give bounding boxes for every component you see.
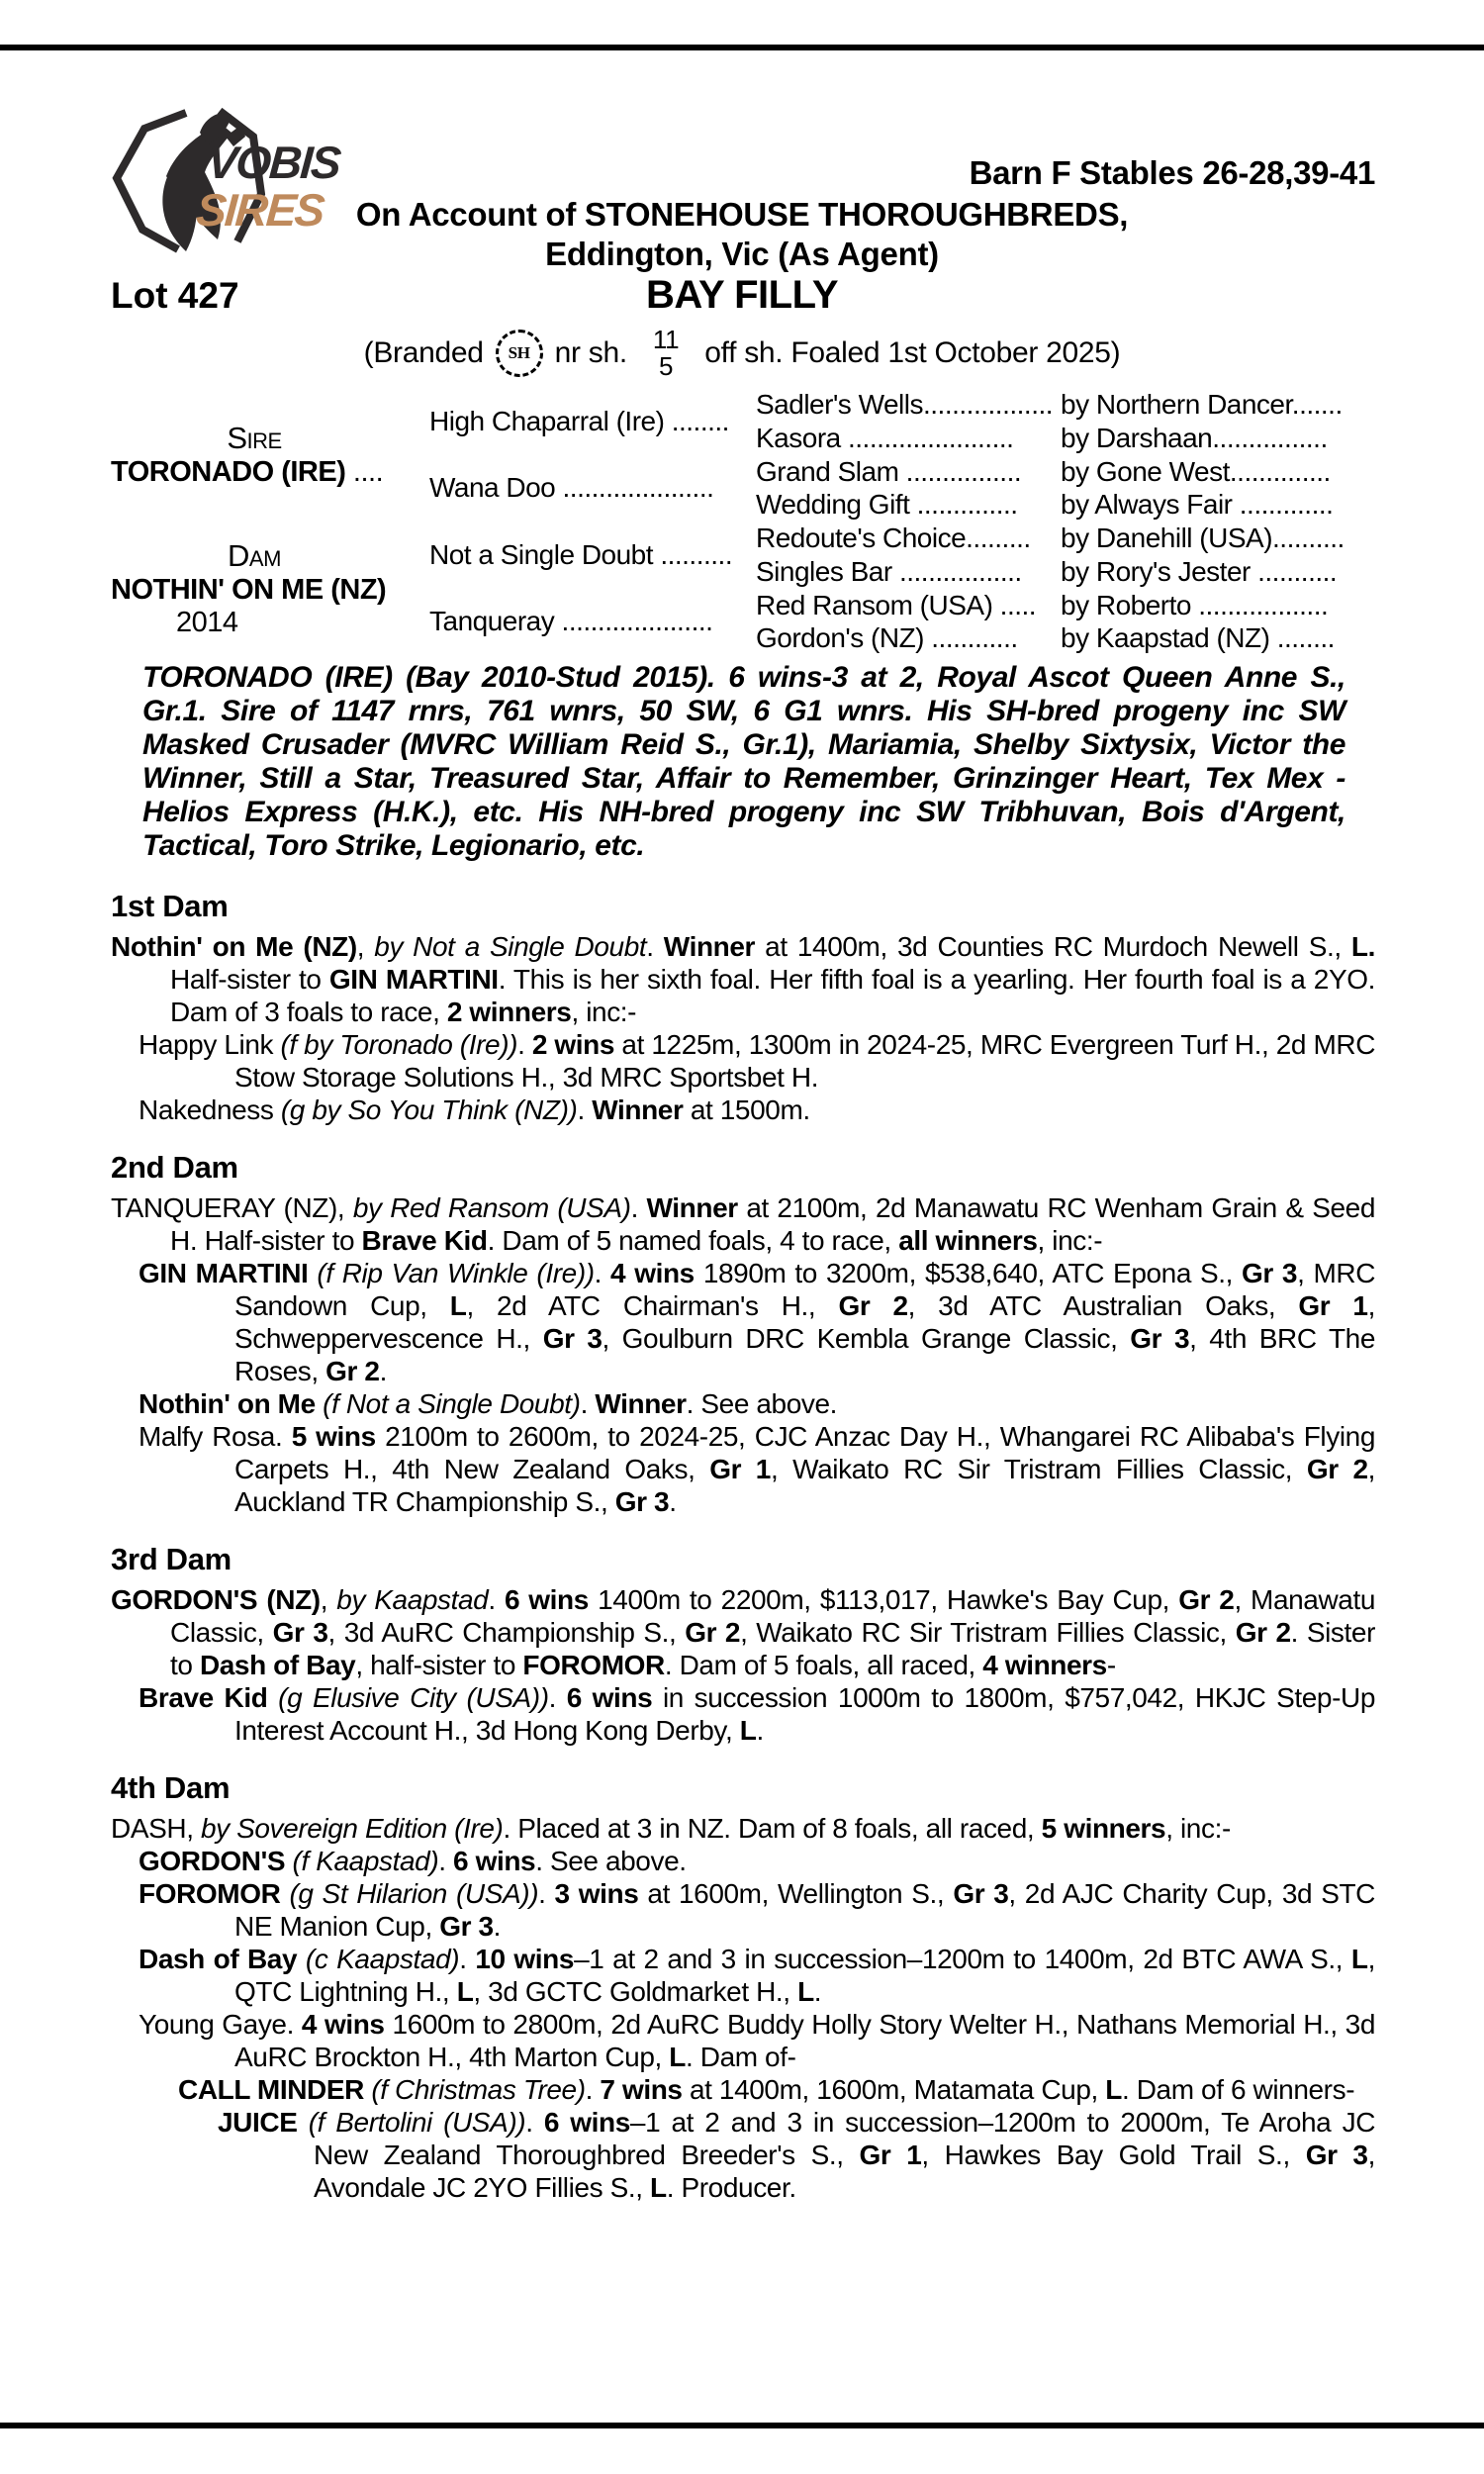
section-heading-2nd-dam: 2nd Dam: [111, 1150, 238, 1185]
great-granddaughter-paragraph: JUICE (f Bertolini (USA)). 6 wins–1 at 2 and 3 in succession–1200m to 2000m, Te Aroha JC New Zealand Thoroughbred Breeder's S., Gr 1, Hawkes Bay Gold Trail S., Gr 3, Avondale JC 2YO Fillies S., L. Producer.: [218, 2107, 1376, 2203]
dam-paragraph: Nothin' on Me (NZ), by Not a Single Doubt. Winner at 1400m, 3d Counties RC Murdoch Newell S., L. Half-sister to GIN MARTINI. This is her sixth foal. Her fifth foal is a yearling. Her fourth foal is a 2YO. Dam of 3 foals to race, 2 winners, inc:-: [111, 931, 1376, 1027]
pedigree-gen3-entry: Gordon's (NZ) ............: [756, 622, 1018, 654]
brand-line: [0, 319, 1484, 388]
pedigree-gen1-column: [111, 388, 429, 655]
brand-number-bottom: 5: [658, 351, 674, 381]
section-heading-3rd-dam: 3rd Dam: [111, 1542, 232, 1576]
logo-text-sires: SIRES: [194, 184, 325, 236]
granddaughter-paragraph: CALL MINDER (f Christmas Tree). 7 wins at 1400m, 1600m, Matamata Cup, L. Dam of 6 winners-: [178, 2074, 1355, 2105]
pedigree-gen2-entry: Tanqueray .....................: [429, 606, 713, 637]
dam-paragraph: TANQUERAY (NZ), by Red Ransom (USA). Winner at 2100m, 2d Manawatu RC Wenham Grain & Seed H. Half-sister to Brave Kid. Dam of 5 named foals, 4 to race, all winners, inc:-: [111, 1192, 1375, 1256]
pedigree-sire-cell: [111, 388, 429, 522]
pedigree-gen3-entry: Grand Slam ................: [756, 455, 1022, 487]
pedigree-gen2-column: [429, 388, 756, 655]
sire-name: [111, 456, 429, 489]
pedigree-gen4-entry: by Kaapstad (NZ) ........: [1061, 622, 1335, 654]
dam-paragraph: GORDON'S (NZ), by Kaapstad. 6 wins 1400m to 2200m, $113,017, Hawke's Bay Cup, Gr 2, Manawatu Classic, Gr 3, 3d AuRC Championship S., Gr 2, Waikato RC Sir Tristram Fillies Classic, Gr 2. Sister to Dash of Bay, half-sister to FOROMOR. Dam of 5 foals, all raced, 4 winners-: [111, 1584, 1376, 1680]
horse-description-title: BAY FILLY: [645, 273, 839, 317]
brand-prefix: (Branded: [363, 336, 484, 369]
foal-paragraph: Malfy Rosa. 5 wins 2100m to 2600m, to 2024-25, CJC Anzac Day H., Whangarei RC Alibaba's Flying Carpets H., 4th New Zealand Oaks, Gr 1, Waikato RC Sir Tristram Fillies Classic, Gr 2, Auckland TR Championship S., Gr 3.: [139, 1421, 1376, 1517]
vendor-account: On Account of STONEHOUSE THOROUGHBREDS,: [355, 196, 1129, 233]
sire-name-text: TORONADO (IRE): [111, 456, 346, 488]
pedigree-gen3-column: [756, 388, 1061, 655]
pedigree-gen3-entry: Sadler's Wells..................: [756, 389, 1054, 420]
sire-label: Sire: [227, 421, 282, 455]
dam-year: 2014: [176, 606, 238, 638]
pedigree-gen4-entry: by Rory's Jester ...........: [1061, 555, 1338, 587]
pedigree-gen3-entry: Singles Bar .................: [756, 555, 1022, 587]
vobis-sires-logo: [109, 103, 348, 257]
dam-label: Dam: [228, 537, 281, 573]
pedigree-table: [111, 388, 1375, 655]
foal-paragraph: Dash of Bay (c Kaapstad). 10 wins–1 at 2 and 3 in succession–1200m to 1400m, 2d BTC AWA S., L, QTC Lightning H., L, 3d GCTC Goldmarket H., L.: [139, 1944, 1375, 2007]
foal-paragraph: GORDON'S (f Kaapstad). 6 wins. See above.: [139, 1846, 687, 1876]
foal-paragraph: Happy Link (f by Toronado (Ire)). 2 wins at 1225m, 1300m in 2024-25, MRC Evergreen Turf H., 2d MRC Stow Storage Solutions H., 3d MRC Sportsbet H.: [139, 1029, 1376, 1093]
pedigree-gen4-column: [1061, 388, 1375, 655]
pedigree-gen4-entry: by Darshaan................: [1061, 422, 1328, 453]
pedigree-gen3-entry: Wedding Gift ..............: [756, 489, 1018, 521]
foal-paragraph: GIN MARTINI (f Rip Van Winkle (Ire)). 4 wins 1890m to 3200m, $538,640, ATC Epona S., Gr 3, MRC Sandown Cup, L, 2d ATC Chairman's H., Gr 2, 3d ATC Australian Oaks, Gr 1, Schweppervescence H., Gr 3, Goulburn DRC Kembla Grange Classic, Gr 3, 4th BRC The Roses, Gr 2.: [139, 1258, 1376, 1386]
top-rule: [0, 45, 1484, 50]
sire-summary-paragraph: TORONADO (IRE) (Bay 2010-Stud 2015). 6 wins-3 at 2, Royal Ascot Queen Anne S., Gr.1. Sire of 1147 rnrs, 761 wnrs, 50 SW, 6 G1 wnrs. His SH-bred progeny inc SW Masked Crusader (MVRC William Reid S., Gr.1), Mariamia, Shelby Sixtysix, Victor the Winner, Still a Star, Treasured Star, Affair to Remember, Grinzinger Heart, Tex Mex - Helios Express (H.K.), etc. His NH-bred progeny inc SW Tribhuvan, Bois d'Argent, Tactical, Toro Strike, Legionario, etc.: [142, 661, 1345, 862]
pedigree-gen2-entry: High Chaparral (Ire) ........: [429, 405, 729, 436]
pedigree-details: [111, 661, 1375, 2204]
section-heading-1st-dam: 1st Dam: [111, 889, 229, 923]
pedigree-gen4-entry: by Always Fair .............: [1061, 489, 1334, 521]
pedigree-gen4-entry: by Roberto ..................: [1061, 589, 1329, 620]
brand-number-top: 11: [652, 325, 680, 354]
shoulder-brand-icon: SH: [496, 330, 543, 377]
barn-info: Barn F Stables 26-28,39-41: [969, 154, 1375, 191]
pedigree-gen2-entry: Wana Doo .....................: [429, 472, 714, 504]
pedigree-gen3-entry: Redoute's Choice.........: [756, 523, 1031, 553]
pedigree-gen3-entry: Red Ransom (USA) .....: [756, 589, 1037, 620]
sire-name-dots: ....: [345, 456, 384, 488]
foal-paragraph: Young Gaye. 4 wins 1600m to 2800m, 2d AuRC Buddy Holly Story Welter H., Nathans Memorial H., 3d AuRC Brockton H., 4th Marton Cup, L. Dam of-: [139, 2009, 1376, 2072]
pedigree-dam-cell: [111, 522, 429, 655]
dam-name: NOTHIN' ON ME (NZ): [111, 573, 387, 606]
logo-graphic: [109, 103, 348, 257]
vendor-location: Eddington, Vic (As Agent): [545, 236, 939, 272]
brand-number-fraction: [653, 327, 679, 380]
foaled-info: off sh. Foaled 1st October 2025): [704, 336, 1121, 369]
pedigree-gen3-entry: Kasora .......................: [756, 422, 1014, 453]
pedigree-gen4-entry: by Danehill (USA)..........: [1061, 523, 1345, 553]
foal-paragraph: Nakedness (g by So You Think (NZ)). Winner at 1500m.: [139, 1094, 810, 1125]
foal-paragraph: Brave Kid (g Elusive City (USA)). 6 wins in succession 1000m to 1800m, $757,042, HKJC Step-Up Interest Account H., 3d Hong Kong Derby, L.: [139, 1682, 1376, 1746]
near-shoulder-label: nr sh.: [554, 336, 627, 369]
pedigree-gen4-entry: by Northern Dancer.......: [1061, 389, 1343, 420]
pedigree-gen2-entry: Not a Single Doubt ..........: [429, 538, 733, 570]
bottom-rule: [0, 2423, 1484, 2428]
section-heading-4th-dam: 4th Dam: [111, 1770, 231, 1805]
logo-text-vobis: VOBIS: [205, 137, 341, 188]
lot-number: Lot 427: [111, 275, 239, 316]
dam-paragraph: DASH, by Sovereign Edition (Ire). Placed at 3 in NZ. Dam of 8 foals, all raced, 5 winners, inc:-: [111, 1813, 1231, 1844]
pedigree-gen4-entry: by Gone West..............: [1061, 455, 1331, 487]
foal-paragraph: FOROMOR (g St Hilarion (USA)). 3 wins at 1600m, Wellington S., Gr 3, 2d AJC Charity Cup, 3d STC NE Manion Cup, Gr 3.: [139, 1878, 1376, 1942]
foal-paragraph: Nothin' on Me (f Not a Single Doubt). Winner. See above.: [139, 1388, 838, 1419]
